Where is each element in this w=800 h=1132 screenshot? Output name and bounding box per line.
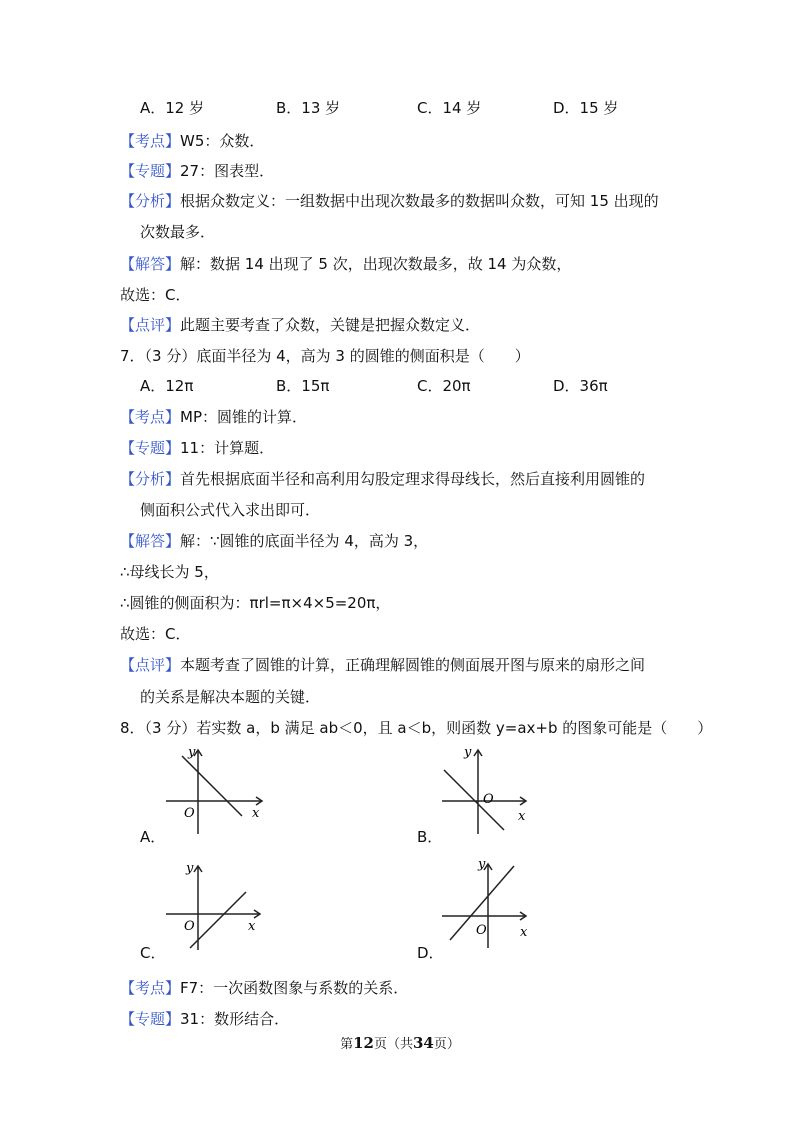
q7-option-d: D．36π [553,377,608,395]
q8-c-x-label: x [248,919,256,934]
q7-step-1: ∴母线长为 5， [120,563,219,581]
q6-option-d: D．15 岁 [553,99,619,117]
q6-fenxi-cont: 次数最多． [140,223,216,241]
q8-b-origin-label: O [483,792,494,807]
q7-dianping: 【点评】本题考查了圆锥的计算，正确理解圆锥的侧面展开图与原来的扇形之间 [120,656,646,674]
q7-kaodian: 【考点】MP：圆锥的计算． [120,408,308,426]
q8-a-x-label: x [252,806,260,821]
q6-option-c: C．14 岁 [417,99,482,117]
q8-stem: 8．（3 分）若实数 a，b 满足 ab＜0，且 a＜b，则函数 y=ax+b 的图象可能是（ ） [120,719,713,737]
q6-answer: 故选：C． [120,286,191,304]
q6-dianping: 【点评】此题主要考查了众数，关键是把握众数定义． [120,316,481,334]
q8-graph-c [160,858,270,952]
q7-option-a: A．12π [140,377,194,395]
q6-option-a: A．12 岁 [140,99,205,117]
q6-jieda: 【解答】解：数据 14 出现了 5 次，出现次数最多，故 14 为众数， [120,255,572,273]
q8-option-b-label: B． [417,828,443,846]
q7-fenxi-cont: 侧面积公式代入求出即可． [140,501,321,519]
q8-kaodian: 【考点】F7：一次函数图象与系数的关系． [120,979,409,997]
page-number: 12 [353,1034,374,1052]
q8-graph-a [160,742,270,836]
q8-c-origin-label: O [184,919,195,934]
page-total: 34 [413,1034,434,1052]
q8-a-origin-label: O [184,806,195,821]
q6-option-b: B．13 岁 [276,99,341,117]
q8-option-c-label: C． [140,944,166,962]
q8-b-x-label: x [518,809,526,824]
q7-dianping-cont: 的关系是解决本题的关键． [140,688,321,706]
q7-option-b: B．15π [276,377,330,395]
q8-option-a-label: A． [140,828,166,846]
q6-kaodian: 【考点】W5：众数． [120,132,265,150]
q8-zhuanti: 【专题】31：数形结合． [120,1010,290,1028]
q7-jieda: 【解答】解：∵圆锥的底面半径为 4，高为 3， [120,532,429,550]
q8-graph-b [438,742,538,836]
q8-b-y-label: y [464,745,472,760]
q8-c-y-label: y [186,861,194,876]
q8-d-y-label: y [478,857,486,872]
q6-fenxi: 【分析】根据众数定义：一组数据中出现次数最多的数据叫众数，可知 15 出现的 [120,192,659,210]
q6-zhuanti: 【专题】27：图表型． [120,162,275,180]
q7-step-2: ∴圆锥的侧面积为：πrl=π×4×5=20π， [120,594,391,612]
q7-fenxi: 【分析】首先根据底面半径和高利用勾股定理求得母线长，然后直接利用圆锥的 [120,470,646,488]
q8-graph-d [438,854,538,952]
q8-d-x-label: x [520,925,528,940]
q8-a-y-label: y [188,745,196,760]
q7-answer: 故选：C． [120,625,191,643]
page-footer: 第12页（共34页） [340,1034,460,1052]
q8-d-origin-label: O [476,923,487,938]
q7-stem: 7．（3 分）底面半径为 4，高为 3 的圆锥的侧面积是（ ） [120,347,530,365]
q7-zhuanti: 【专题】11：计算题． [120,439,275,457]
q7-option-c: C．20π [417,377,471,395]
q8-option-d-label: D． [417,944,444,962]
